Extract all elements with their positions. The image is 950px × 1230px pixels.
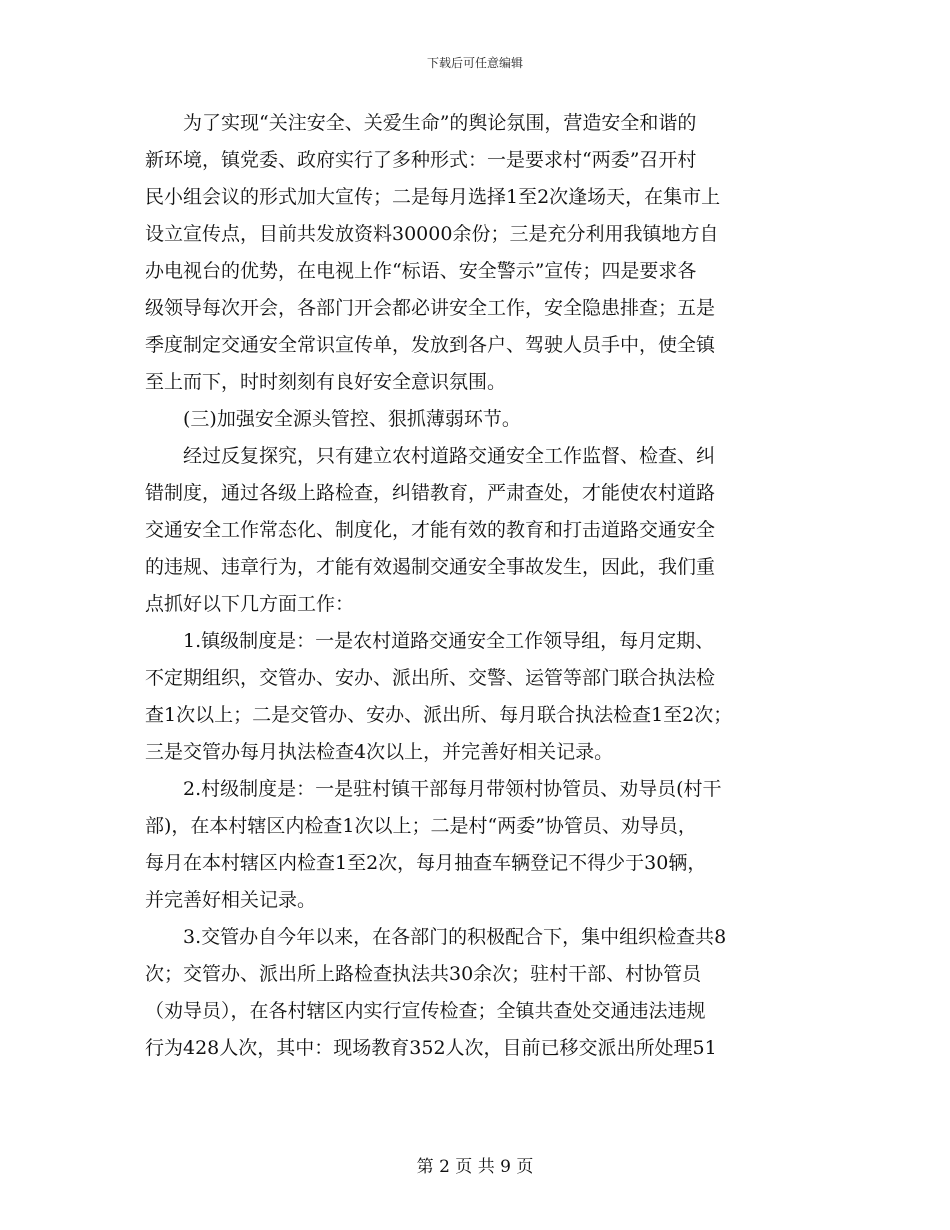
body-line: 办电视台的优势，在电视上作“标语、安全警示”宣传；四是要求各 bbox=[145, 260, 697, 282]
body-line: 1.镇级制度是：一是农村道路交通安全工作领导组，每月定期、 bbox=[145, 630, 715, 652]
body-line: 民小组会议的形式加大宣传；二是每月选择1至2次逢场天，在集市上 bbox=[145, 186, 721, 208]
page-header: 下载后可任意编辑 bbox=[426, 56, 523, 70]
body-line: 新环境，镇党委、政府实行了多种形式：一是要求村“两委”召开村 bbox=[145, 149, 697, 171]
body-line: 错制度，通过各级上路检查，纠错教育，严肃查处，才能使农村道路 bbox=[145, 482, 716, 504]
body-line: 查1次以上；二是交管办、安办、派出所、每月联合执法检查1至2次； bbox=[145, 704, 733, 726]
body-line: 至上而下，时时刻刻有良好安全意识氛围。 bbox=[145, 371, 507, 393]
body-line: 部)，在本村辖区内检查1次以上；二是村“两委”协管员、劝导员， bbox=[145, 815, 697, 837]
page-footer: 第 2 页 共 9 页 bbox=[416, 1157, 534, 1177]
body-line: 级领导每次开会，各部门开会都必讲安全工作，安全隐患排查；五是 bbox=[145, 297, 716, 319]
body-line: 不定期组织，交管办、安办、派出所、交警、运管等部门联合执法检 bbox=[145, 667, 716, 689]
body-line: 3.交管办自今年以来，在各部门的积极配合下，集中组织检查共8 bbox=[145, 926, 727, 948]
body-line: 每月在本村辖区内检查1至2次，每月抽查车辆登记不得少于30辆， bbox=[145, 852, 707, 874]
body-line: （劝导员），在各村辖区内实行宣传检查；全镇共查处交通违法违规 bbox=[145, 1000, 706, 1022]
body-line: 次；交管办、派出所上路检查执法共30余次；驻村干部、村协管员 bbox=[145, 963, 702, 985]
body-line: 并完善好相关记录。 bbox=[145, 889, 317, 911]
body-line: 经过反复探究，只有建立农村道路交通安全工作监督、检查、纠 bbox=[145, 445, 716, 467]
body-line: 为了实现“关注安全、关爱生命”的舆论氛围，营造安全和谐的 bbox=[145, 112, 697, 134]
body-line: 季度制定交通安全常识宣传单，发放到各户、驾驶人员手中，使全镇 bbox=[145, 334, 716, 356]
document-body bbox=[145, 105, 815, 1067]
body-line: 的违规、违章行为，才能有效遏制交通安全事故发生，因此，我们重 bbox=[145, 556, 716, 578]
section-heading: (三)加强安全源头管控、狠抓薄弱环节。 bbox=[145, 408, 521, 430]
body-line: 设立宣传点，目前共发放资料30000余份；三是充分利用我镇地方自 bbox=[145, 223, 719, 245]
body-line: 2.村级制度是：一是驻村镇干部每月带领村协管员、劝导员(村干 bbox=[145, 778, 722, 800]
body-line: 三是交管办每月执法检查4次以上，并完善好相关记录。 bbox=[145, 741, 614, 763]
body-line: 交通安全工作常态化、制度化，才能有效的教育和打击道路交通安全 bbox=[145, 519, 716, 541]
body-line: 行为428人次，其中：现场教育352人次，目前已移交派出所处理51 bbox=[145, 1037, 717, 1059]
body-line: 点抓好以下几方面工作： bbox=[145, 593, 355, 615]
